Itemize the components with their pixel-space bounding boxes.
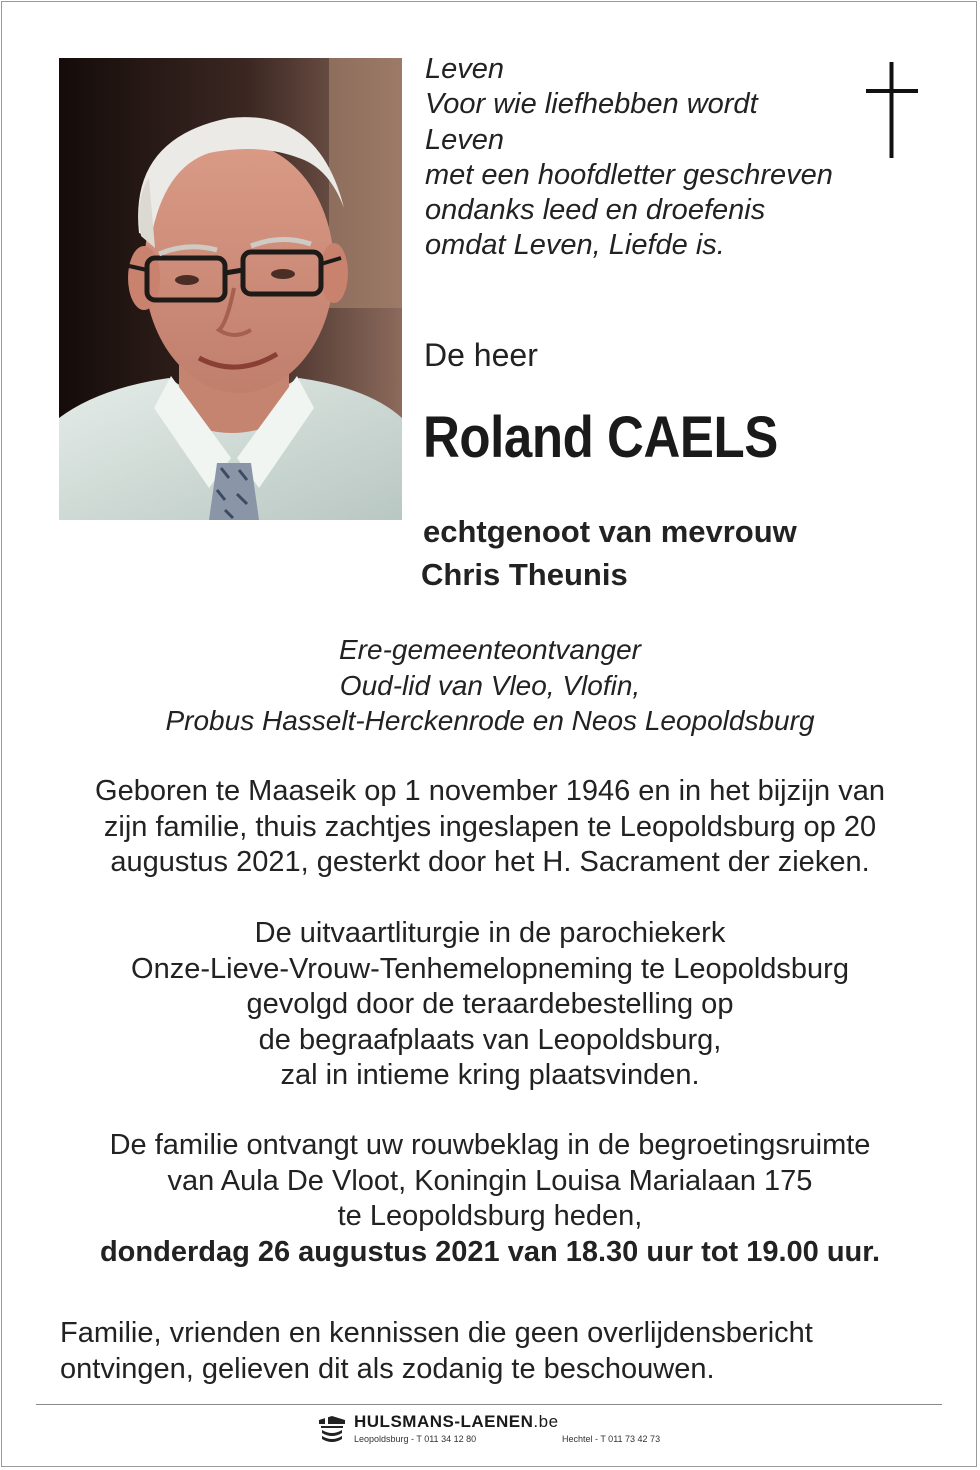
poem-line: Leven: [425, 123, 505, 156]
spouse-label: echtgenoot van mevrouw: [423, 514, 797, 549]
spouse-name: Chris Theunis: [421, 557, 628, 592]
text-line: ontvingen, gelieven dit als zodanig te beschouwen.: [60, 1352, 715, 1385]
poem-line: ondanks leed en droefenis: [425, 194, 766, 227]
honorific: De heer: [424, 337, 538, 373]
footer: [316, 1412, 676, 1452]
poem-line: Leven: [425, 53, 505, 85]
text-line: te Leopoldsburg heden,: [337, 1200, 643, 1232]
text-line: De uitvaartliturgie in de parochiekerk: [254, 917, 726, 949]
poem: [425, 52, 865, 264]
text-line: Geboren te Maaseik op 1 november 1946 en in het bijzijn van: [95, 775, 885, 807]
funeral-home-logo-icon: [316, 1414, 348, 1446]
footer-brand: [354, 1412, 559, 1432]
text-line: zal in intieme kring plaatsvinden.: [280, 1059, 700, 1091]
title-line: Probus Hasselt-Herckenrode en Neos Leopoldsburg: [165, 705, 815, 736]
footer-address-hechtel: Hechtel - T 011 73 42 73: [562, 1434, 661, 1444]
honorary-titles: [40, 632, 940, 739]
poem-line: Voor wie liefhebben wordt: [425, 88, 758, 121]
text-line: De familie ontvangt uw rouwbeklag in de begroetingsruimte: [109, 1129, 871, 1161]
cross-icon: [862, 62, 922, 158]
text-line: van Aula De Vloot, Koningin Louisa Marialaan 175: [167, 1164, 813, 1197]
brand-domain: .be: [533, 1412, 559, 1431]
portrait-photo: [59, 58, 402, 520]
visitation-datetime: donderdag 26 augustus 2021 van 18.30 uur tot 19.00 uur.: [99, 1235, 881, 1268]
title-line: Oud-lid van Vleo, Vlofin,: [339, 669, 641, 701]
birth-death-paragraph: [40, 774, 940, 881]
notice-paragraph: [60, 1316, 940, 1387]
poem-line: omdat Leven, Liefde is.: [425, 229, 725, 262]
text-line: gevolgd door de teraardebestelling op: [246, 988, 734, 1020]
text-line: zijn familie, thuis zachtjes ingeslapen te Leopoldsburg op 20: [103, 810, 877, 843]
funeral-paragraph: [40, 916, 940, 1094]
title-line: Ere-gemeenteontvanger: [339, 634, 641, 665]
visitation-paragraph: [40, 1128, 940, 1270]
text-line: de begraafplaats van Leopoldsburg,: [258, 1023, 722, 1056]
brand-name: HULSMANS-LAENEN: [354, 1412, 534, 1431]
text-line: augustus 2021, gesterkt door het H. Sacrament der zieken.: [110, 846, 870, 878]
footer-divider: [36, 1404, 942, 1405]
poem-line: met een hoofdletter geschreven: [425, 158, 833, 191]
text-line: Familie, vrienden en kennissen die geen overlijdensbericht: [60, 1317, 813, 1349]
deceased-name: Roland CAELS: [423, 405, 778, 470]
footer-address-leopoldsburg: Leopoldsburg - T 011 34 12 80: [354, 1434, 477, 1444]
text-line: Onze-Lieve-Vrouw-Tenhemelopneming te Leopoldsburg: [131, 952, 849, 985]
